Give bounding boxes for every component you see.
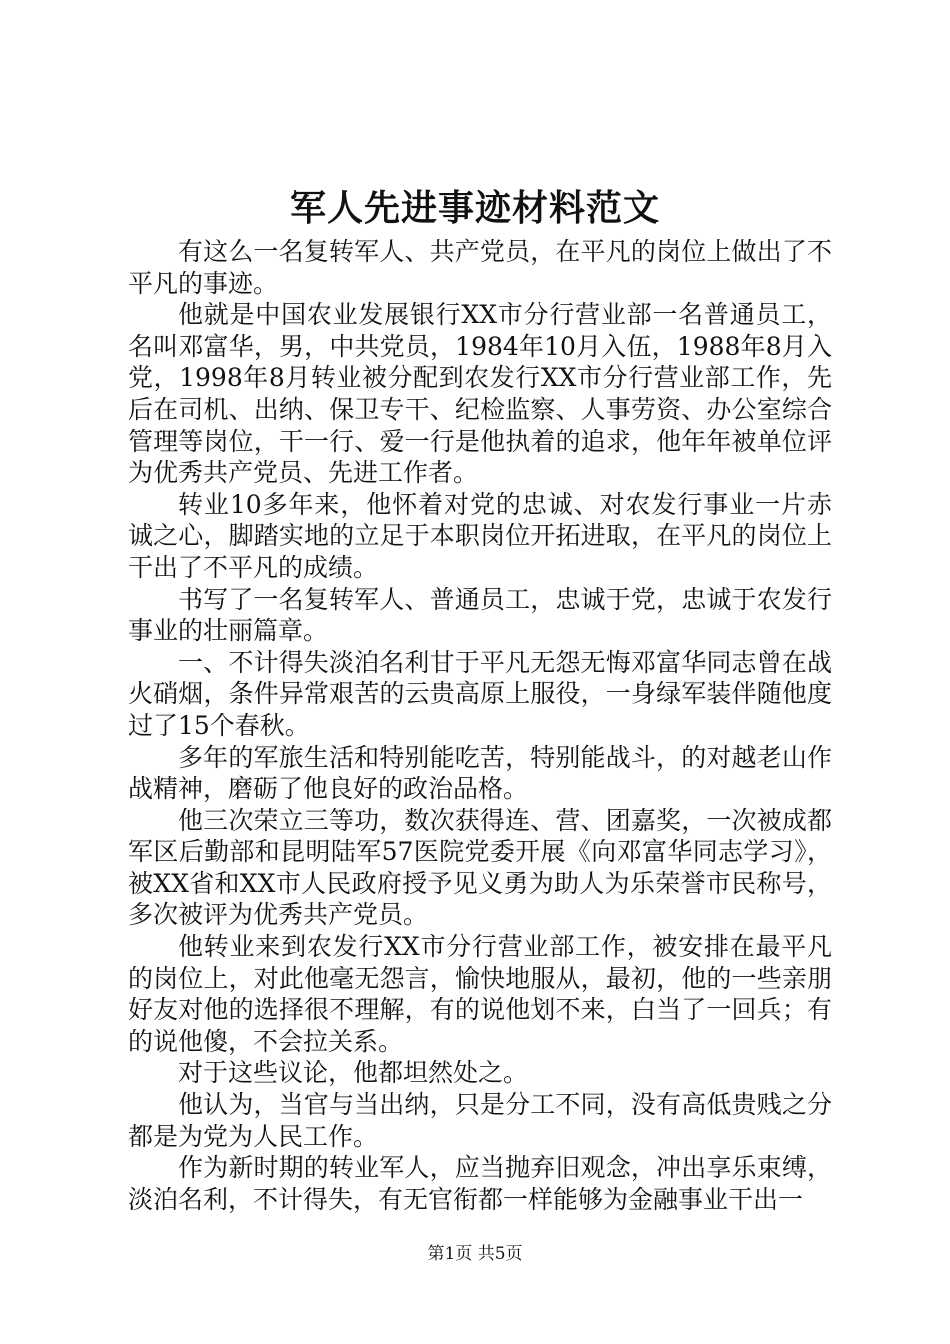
paragraph: 一、不计得失淡泊名利甘于平凡无怨无悔邓富华同志曾在战火硝烟，条件异常艰苦的云贵高原上服役，一身绿军装伴随他度过了15个春秋。	[128, 647, 832, 740]
paragraph: 他就是中国农业发展银行XX市分行营业部一名普通员工，名叫邓富华，男，中共党员，1984年10月入伍，1988年8月入党，1998年8月转业被分配到农发行XX市分行营业部工作，先后在司机、出纳、保卫专干、纪检监察、人事劳资、办公室综合管理等岗位，干一行、爱一行是他执着的追求，他年年被单位评为优秀共产党员、先进工作者。	[128, 300, 832, 488]
paragraph: 书写了一名复转军人、普通员工，忠诚于党，忠诚于农发行事业的壮丽篇章。	[128, 584, 832, 646]
page-number-footer: 第1页 共5页	[427, 1244, 523, 1264]
document-title: 军人先进事迹材料范文	[289, 187, 660, 229]
paragraph: 作为新时期的转业军人，应当抛弃旧观念，冲出享乐束缚，淡泊名利，不计得失，有无官衔都一样能够为金融事业干出一	[128, 1153, 832, 1214]
paragraph: 转业10多年来，他怀着对党的忠诚、对农发行事业一片赤诚之心，脚踏实地的立足于本职岗位开拓进取，在平凡的岗位上干出了不平凡的成绩。	[128, 489, 832, 582]
document-body	[128, 236, 832, 1215]
paragraph: 有这么一名复转军人、共产党员，在平凡的岗位上做出了不平凡的事迹。	[128, 237, 832, 298]
paragraph: 多年的军旅生活和特别能吃苦，特别能战斗，的对越老山作战精神，磨砺了他良好的政治品格。	[128, 742, 832, 804]
paragraph: 他三次荣立三等功，数次获得连、营、团嘉奖，一次被成都军区后勤部和昆明陆军57医院党委开展《向邓富华同志学习》，被XX省和XX市人民政府授予见义勇为助人为乐荣誉市民称号，多次被评为优秀共产党员。	[128, 805, 832, 930]
paragraph: 他认为，当官与当出纳，只是分工不同，没有高低贵贱之分都是为党为人民工作。	[128, 1090, 832, 1151]
paragraph: 对于这些议论，他都坦然处之。	[178, 1058, 529, 1088]
paragraph: 他转业来到农发行XX市分行营业部工作，被安排在最平凡的岗位上，对此他毫无怨言，愉快地服从，最初，他的一些亲朋好友对他的选择很不理解，有的说他划不来，白当了一回兵；有的说他傻，不会拉关系。	[128, 932, 832, 1056]
